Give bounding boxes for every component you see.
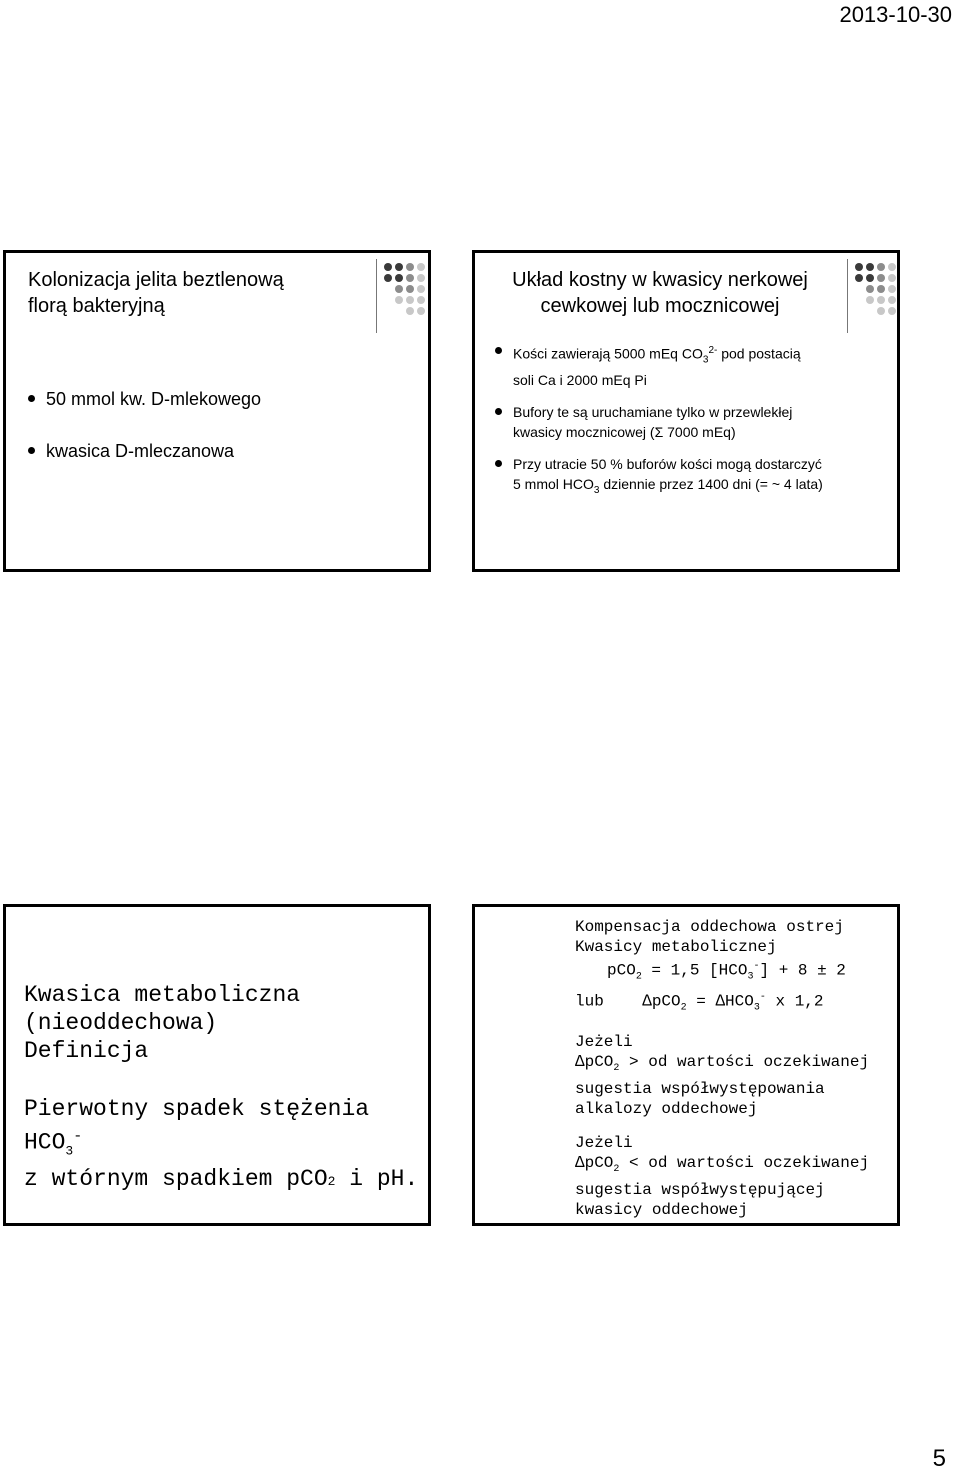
formula-line: lub $\Delta pCO_2 = \Delta HCO_3^-$ x 1,2: [575, 991, 824, 1014]
compensation-content: Kompensacja oddechowa ostrej Kwasicy metabolicznej pCO$_2$ = 1,5 $[HCO_3^-] + 8 \pm 2$ lub $\Delta pCO_2 = \Delta HCO_3^-$ x 1,2 Jeżeli ∆pCO$_2$ > od wartości oczekiwanej sugestia współwystępowania alkalozy oddechowej Jeżeli ∆pCO$_2$ < od wartości oczekiwanej sugestia współwystępującej kwasicy oddechowej: [575, 917, 885, 1220]
slide-3: [3, 904, 431, 1226]
formula-line: pCO$_2$ = 1,5 $[HCO_3^-] + 8 \pm 2$: [607, 961, 846, 983]
slide-title: Kolonizacja jelita beztlenową florą bakteryjną: [28, 269, 284, 317]
decorative-dot-grid: [384, 263, 426, 316]
section-title: Kompensacja oddechowa ostrej: [575, 918, 844, 936]
list-item: 50 mmol kw. D-mlekowego: [28, 387, 261, 411]
section-title: Kwasicy metabolicznej: [575, 938, 777, 956]
divider-line: [376, 259, 377, 333]
page-number: 5: [932, 1445, 946, 1472]
definition-text: Pierwotny spadek stężenia $HCO_3^-$ z wtórnym spadkiem pCO2 i pH.: [24, 1096, 419, 1193]
list-item: Bufory te są uruchamiane tylko w przewlekłej kwasicy mocznicowej (Σ 7000 mEq): [495, 402, 885, 442]
bullet-list: [28, 387, 261, 491]
list-item: Przy utracie 50 % buforów kości mogą dostarczyć 5 mmol $HCO_3$ dziennie przez 1400 dni (= ~ 4 lata): [495, 454, 885, 501]
slide-1: [3, 250, 431, 572]
divider-line: [847, 259, 848, 333]
print-date: 2013-10-30: [839, 2, 952, 27]
list-item: Kości zawierają 5000 mEq $CO_3^{2-}$ pod postacią soli Ca i 2000 mEq Pi: [495, 341, 885, 390]
slide-4: [472, 904, 900, 1226]
definition-title: Kwasica metaboliczna (nieoddechowa) Definicja: [24, 982, 301, 1064]
decorative-dot-grid: [855, 263, 897, 316]
slide-title: Układ kostny w kwasicy nerkowej cewkowej lub mocznicowej: [512, 269, 808, 317]
list-item: kwasica D-mleczanowa: [28, 439, 261, 463]
slide-2: [472, 250, 900, 572]
bullet-list: [495, 341, 885, 513]
